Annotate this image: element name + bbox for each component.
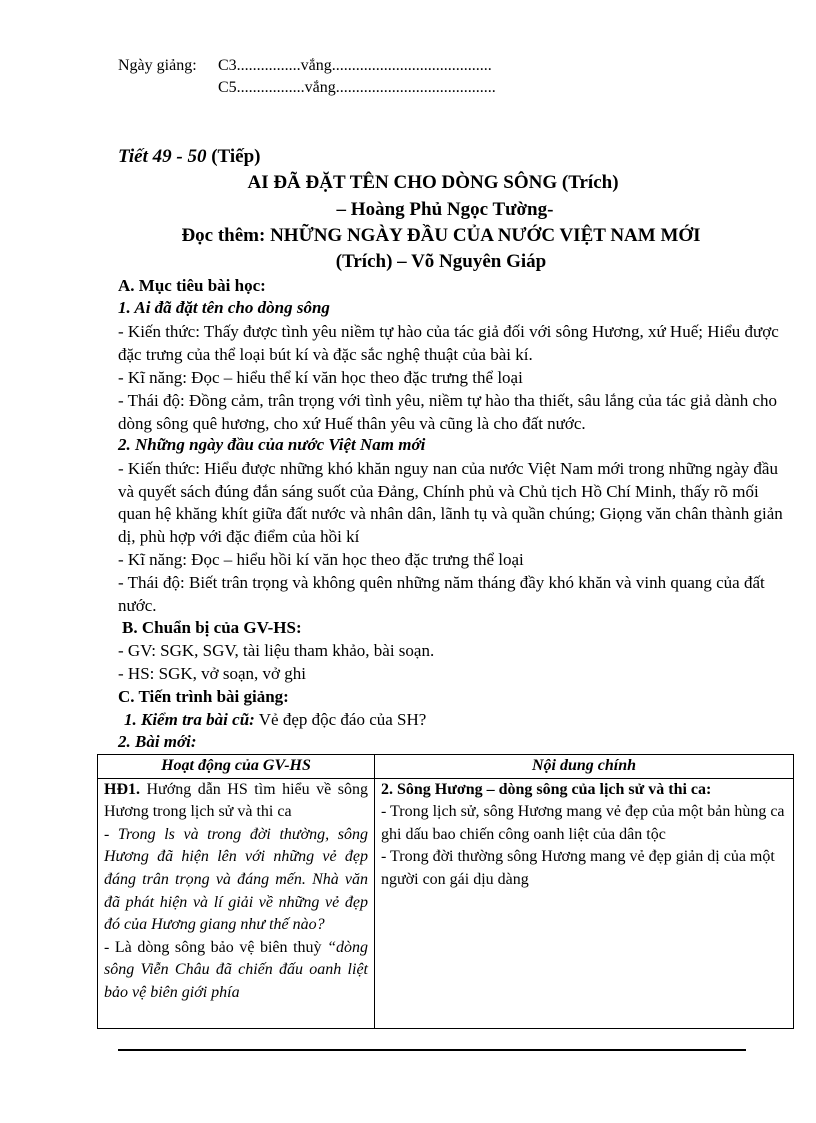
- period-number: Tiết 49 - 50: [118, 146, 207, 167]
- section-c-heading: C. Tiến trình bài giảng:: [118, 687, 289, 706]
- old-lesson-check-label: 1. Kiểm tra bài cũ:: [124, 710, 255, 729]
- prep-hs: - HS: SGK, vở soạn, vở ghi: [118, 664, 306, 683]
- date-row-c3: C3................vắng........................................: [218, 57, 492, 74]
- lesson-title-2: Đọc thêm: NHỮNG NGÀY ĐẦU CỦA NƯỚC VIỆT NAM MỚI: [181, 225, 701, 246]
- attitude-1: - Thái độ: Đồng cảm, trân trọng với tình yêu, niềm tự hào tha thiết, sâu lắng của tác giả dành cho dòng sông quê hương, cho xứ Huế thân yêu và cũng là cho đất nước.: [118, 391, 777, 433]
- old-lesson-check-question: Vẻ đẹp độc đáo của SH?: [254, 710, 427, 729]
- lesson-title-1: AI ĐÃ ĐẶT TÊN CHO DÒNG SÔNG (Trích): [247, 172, 619, 193]
- old-lesson-check: [124, 710, 426, 730]
- skill-1: - Kĩ năng: Đọc – hiểu thể kí văn học theo đặc trưng thể loại: [118, 368, 523, 387]
- content-daily-life: - Trong đời thường sông Hương mang vẻ đẹp giản dị của một người con gái dịu dàng: [381, 848, 775, 888]
- col-activities-header: Hoạt động của GV-HS: [98, 755, 375, 779]
- activity-answer-text: - Là dòng sông bảo vệ biên thuỳ: [104, 938, 328, 956]
- section-a-sub-2: 2. Những ngày đầu của nước Việt Nam mới: [118, 435, 426, 454]
- activity-answer: [104, 937, 368, 1005]
- activity-hd1-label: HĐ1.: [104, 780, 140, 798]
- lesson-table: [97, 754, 794, 1029]
- lesson-author-1: – Hoàng Phủ Ngọc Tường-: [336, 199, 554, 220]
- section-a-sub-1: 1. Ai đã đặt tên cho dòng sông: [118, 298, 330, 317]
- content-history: - Trong lịch sử, sông Hương mang vẻ đẹp của một bản hùng ca ghi dấu bao chiến công oanh liệt của dân tộc: [381, 803, 785, 843]
- activity-cell: [98, 778, 375, 1028]
- new-lesson-label: 2. Bài mới:: [118, 732, 197, 751]
- date-label: Ngày giảng:: [118, 57, 197, 74]
- knowledge-1: - Kiến thức: Thấy được tình yêu niềm tự hào của tác giả đối với sông Hương, xứ Huế; Hiểu được đặc trưng của thể loại bút kí và đặc sắc nghệ thuật của bài kí.: [118, 322, 779, 364]
- content-cell: [375, 778, 794, 1028]
- period-line: [118, 146, 260, 168]
- content-heading: 2. Sông Hương – dòng sông của lịch sử và thi ca:: [381, 780, 712, 798]
- period-suffix: (Tiếp): [206, 146, 261, 167]
- activity-question: - Trong ls và trong đời thường, sông Hương đã hiện lên với những vẻ đẹp đáng trân trọng và đáng mến. Nhà văn đã phát hiện và lí giải về những vẻ đẹp đó của Hương giang như thế nào?: [104, 825, 368, 934]
- section-b-heading: B. Chuẩn bị của GV-HS:: [122, 618, 302, 637]
- footer-divider: [118, 1049, 746, 1051]
- col-content-header: Nội dung chính: [375, 755, 794, 779]
- table-row: [98, 778, 794, 1028]
- lesson-title-2-cont: (Trích) – Võ Nguyên Giáp: [335, 251, 547, 272]
- section-a-heading: A. Mục tiêu bài học:: [118, 276, 266, 295]
- knowledge-2: - Kiến thức: Hiểu được những khó khăn nguy nan của nước Việt Nam mới trong những ngày đầu và quyết sách đúng đắn sáng suốt của Đảng, Chính phủ và Chủ tịch Hồ Chí Minh, thấy rõ mối quan hệ khăng khít giữa đất nước và nhân dân, lãnh tụ và quần chúng; Giọng văn chân thành giản dị, phù hợp với đặc điểm của hồi kí: [118, 459, 783, 547]
- table-header-row: [98, 755, 794, 779]
- prep-gv: - GV: SGK, SGV, tài liệu tham khảo, bài soạn.: [118, 641, 435, 660]
- date-row-c5: C5.................vắng........................................: [218, 79, 496, 96]
- activity-hd1-text: Hướng dẫn HS tìm hiểu về sông Hương trong lịch sử và thi ca: [104, 780, 368, 821]
- activity-answer-quote: “dòng sông Viễn Châu đã chiến đấu oanh liệt bảo vệ biên giới phía: [104, 938, 368, 1001]
- activity-hd1: [104, 779, 368, 824]
- skill-2: - Kĩ năng: Đọc – hiểu hồi kí văn học theo đặc trưng thể loại: [118, 550, 524, 569]
- attitude-2: - Thái độ: Biết trân trọng và không quên những năm tháng đầy khó khăn và vinh quang của đất nước.: [118, 573, 765, 615]
